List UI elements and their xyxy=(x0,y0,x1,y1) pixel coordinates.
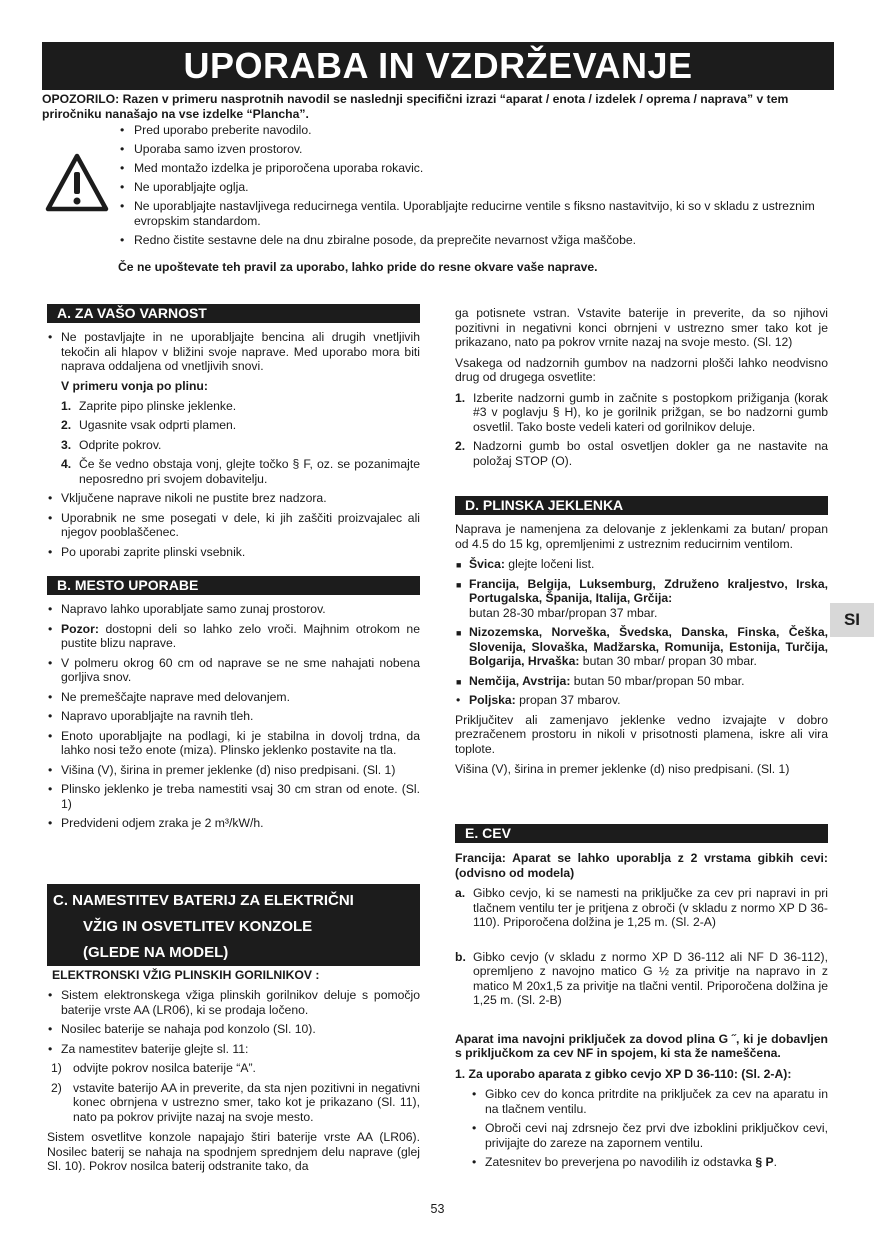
warning-closing: Če ne upoštevate teh pravil za uporabo, lahko pride do resne okvare vaše naprave. xyxy=(118,260,598,274)
list-item: • Po uporabi zaprite plinski vsebnik. xyxy=(47,545,420,560)
list-item: • Ne postavljajte in ne uporabljajte bencina ali drugih vnetljivih tekočin ali hlapov v bližini svoje naprave. Med uporabo mora biti naprava oddaljena od vnetljivih snovi. xyxy=(47,330,420,374)
section-e-body xyxy=(455,851,828,1175)
warning-item: • Ne uporabljajte nastavljivega reducirnega ventila. Uporabljajte reducirne ventile s fiksno nastavitvijo, ki so v skladu z ustreznim evropskim standardom. xyxy=(118,199,836,228)
list-item: 2) vstavite baterijo AA in preverite, da sta njen pozitivni in negativni konec obrnjena v ustrezno smer, tako kot je prikazano (Sl. 11), nato pa pokrov privijte nazaj na svoje mesto. xyxy=(51,1080,420,1124)
language-tab: SI xyxy=(830,603,874,637)
section-a-heading: A. ZA VAŠO VARNOST xyxy=(47,304,420,323)
list-item: • Nosilec baterije se nahaja pod konzolo (Sl. 10). xyxy=(47,1022,420,1037)
section-d-heading: D. PLINSKA JEKLENKA xyxy=(455,496,828,515)
paragraph: Naprava je namenjena za delovanje z jeklenkami za butan/ propan od 4.5 do 15 kg, opremljenimi z ustreznim reducirnim ventilom. xyxy=(455,522,828,551)
paragraph: Višina (V), širina in premer jeklenke (d) niso predpisani. (Sl. 1) xyxy=(455,762,790,776)
paragraph: ga potisnete vstran. Vstavite baterije in preverite, da so njihovi pozitivni in negativni konci obrnjeni v ustrezno smer tako kot je prikazano, nato pa pokrov vrnite nazaj na svoje mesto. (Sl. 12) xyxy=(455,306,828,349)
warning-item: • Uporaba samo izven prostorov. xyxy=(118,142,836,157)
gas-smell-title: V primeru vonja po plinu: xyxy=(61,378,208,393)
list-item: • Napravo uporabljajte na ravnih tleh. xyxy=(47,709,420,724)
page-title: UPORABA IN VZDRŽEVANJE xyxy=(42,42,834,90)
country-item: ■ Nemčija, Avstrija: butan 50 mbar/propan 50 mbar. xyxy=(455,674,828,689)
warning-item: • Ne uporabljajte oglja. xyxy=(118,180,836,195)
list-item: • Napravo lahko uporabljate samo zunaj prostorov. xyxy=(47,602,420,617)
list-item: 1. Izberite nadzorni gumb in začnite s postopkom prižiganja (korak #3 v poglavju § H), ko je gorilnik prižgan, se bo nadzorni gumb osvetlil. Tako boste vedeli kateri od gorilnikov deluje. xyxy=(455,390,828,434)
country-item: ■ Nizozemska, Norveška, Švedska, Danska, Finska, Češka, Slovenija, Slovaška, Madžarska, Romunija, Estonija, Turčija, Bolgarija, Hrvaška: butan 30 mbar/ propan 30 mbar. xyxy=(455,625,828,669)
country-item: ■ Francija, Belgija, Luksemburg, Združeno kraljestvo, Irska, Portugalska, Španija, Italija, Grčija: butan 28-30 mbar/propan 37 mbar. xyxy=(455,577,828,621)
country-item: ■ Švica: glejte ločeni list. xyxy=(455,557,828,572)
list-item: • Predvideni odjem zraka je 2 m³/kW/h. xyxy=(47,816,420,831)
list-item: • Višina (V), širina in premer jeklenke (d) niso predpisani. (Sl. 1) xyxy=(47,763,420,778)
list-item: • Plinsko jeklenko je treba namestiti vsaj 30 cm stran od enote. (Sl. 1) xyxy=(47,782,420,811)
list-item: 4. Če še vedno obstaja vonj, glejte točko § F, oz. se pozanimajte neposredno pri svojem dobavitelju. xyxy=(61,457,420,486)
section-a-body xyxy=(47,330,420,564)
ignition-subtitle: ELEKTRONSKI VŽIG PLINSKIH GORILNIKOV : xyxy=(52,968,320,982)
list-item: • Pozor: dostopni deli so lahko zelo vroči. Majhnim otrokom ne pustite blizu naprave. xyxy=(47,622,420,651)
section-c-body xyxy=(47,968,420,1180)
page-number: 53 xyxy=(430,1202,445,1216)
list-item: b. Gibko cevjo (v skladu z normo XP D 36-112 ali NF D 36-112), opremljeno z navojno matico G ½ za privitje na napravo in z matico M 20x1,5 za privitje na tlačni ventil. Priporočena dolžina je 1,25 m. (Sl. 2-B) xyxy=(455,949,828,1007)
list-item: 1) odvijte pokrov nosilca baterije “A”. xyxy=(51,1061,256,1076)
list-item: a. Gibko cevjo, ki se namesti na priključke za cev pri napravi in pri tlačnem ventilu ter je pritjena z obroči (v skladu z normo XP D 36-110). Priporočena dolžina je 1,25 m. (Sl. 2-A) xyxy=(455,886,828,929)
list-item: • Zatesnitev bo preverjena po navodilih iz odstavka § P. xyxy=(471,1155,828,1170)
section-e-heading: E. CEV xyxy=(455,824,828,843)
list-item: • Gibko cev do konca pritrdite na priključek za cev na aparatu in na tlačnem ventilu. xyxy=(471,1087,828,1116)
list-item: 2. Ugasnite vsak odprti plamen. xyxy=(61,418,237,433)
list-item: 2. Nadzorni gumb bo ostal osvetljen dokler ga ne nastavite na položaj STOP (O). xyxy=(455,439,828,468)
section-d-body xyxy=(455,522,828,783)
france-hose-note: Francija: Aparat se lahko uporablja z 2 vrstama gibkih cevi: (odvisno od modela) xyxy=(455,851,828,880)
paragraph: Vsakega od nadzornih gumbov na nadzorni plošči lahko neodvisno drug od drugega osvetlite: xyxy=(455,355,828,384)
battery-paragraph: Sistem osvetlitve konzole napajajo štiri baterije vrste AA (LR06). Nosilec baterij se nahaja na spodnjem sprednjem delu naprave (glej Sl. 10). Pokrov nosilca baterij odstranite tako, da xyxy=(47,1130,420,1174)
list-item: • Ne premeščajte naprave med delovanjem. xyxy=(47,690,420,705)
list-item: • Vključene naprave nikoli ne pustite brez nadzora. xyxy=(47,491,420,506)
warning-list xyxy=(118,123,836,252)
section-b-body xyxy=(47,602,420,836)
list-item: • Uporabnik ne sme posegati v dele, ki jih zaščiti proizvajalec ali njegov pooblaščenec. xyxy=(47,511,420,540)
list-item: • Obroči cevi naj zdrsnejo čez prvi dve izboklini priključkov cevi, privijajte do zareze na zapornem ventilu. xyxy=(471,1121,828,1150)
list-item: • Enoto uporabljajte na podlagi, ki je stabilna in dovolj trdna, da lahko nosi težo enote (miza). Plinsko jeklenko postavite na tla. xyxy=(47,729,420,758)
warning-intro: OPOZORILO: Razen v primeru nasprotnih navodil se naslednji specifični izrazi “aparat / enota / izdelek / oprema / naprava” v tem priročniku nanašajo na vse izdelke “Plancha”. xyxy=(42,92,789,121)
list-item: 3. Odprite pokrov. xyxy=(61,437,162,452)
warning-triangle-icon xyxy=(44,152,110,214)
list-item: • Sistem elektronskega vžiga plinskih gorilnikov deluje s pomočjo baterije vrste AA (LR06), ki se prodaja ločeno. xyxy=(47,988,420,1017)
warning-item: • Redno čistite sestavne dele na dnu zbiralne posode, da preprečite nevarnost vžiga maščobe. xyxy=(118,233,836,248)
list-item: 1. Zaprite pipo plinske jeklenke. xyxy=(61,398,237,413)
right-top-body xyxy=(455,306,828,473)
list-item: • V polmeru okrog 60 cm od naprave se ne sme nahajati nobena gorljiva snov. xyxy=(47,656,420,685)
section-c-heading: C. NAMESTITEV BATERIJ ZA ELEKTRIČNI VŽIG IN OSVETLITEV KONZOLE (GLEDE NA MODEL) xyxy=(47,884,420,966)
paragraph: Priključitev ali zamenjavo jeklenke vedno izvajajte v dobro prezračenem prostoru in nikoli v prisotnosti plamena, iskre ali vira toplote. xyxy=(455,712,828,756)
use-title: 1. Za uporabo aparata z gibko cevjo XP D 36-110: (Sl. 2-A): xyxy=(455,1066,792,1081)
section-b-heading: B. MESTO UPORABE xyxy=(47,576,420,595)
list-item: • Za namestitev baterije glejte sl. 11: xyxy=(47,1042,420,1057)
warning-item: • Pred uporabo preberite navodilo. xyxy=(118,123,836,138)
country-item: • Poljska: propan 37 mbarov. xyxy=(455,693,828,708)
thread-note: Aparat ima navojni priključek za dovod plina G ˝, ki je dobavljen s priključkom za cev NF in spojem, ki sta že nameščena. xyxy=(455,1031,828,1060)
warning-item: • Med montažo izdelka je priporočena uporaba rokavic. xyxy=(118,161,836,176)
